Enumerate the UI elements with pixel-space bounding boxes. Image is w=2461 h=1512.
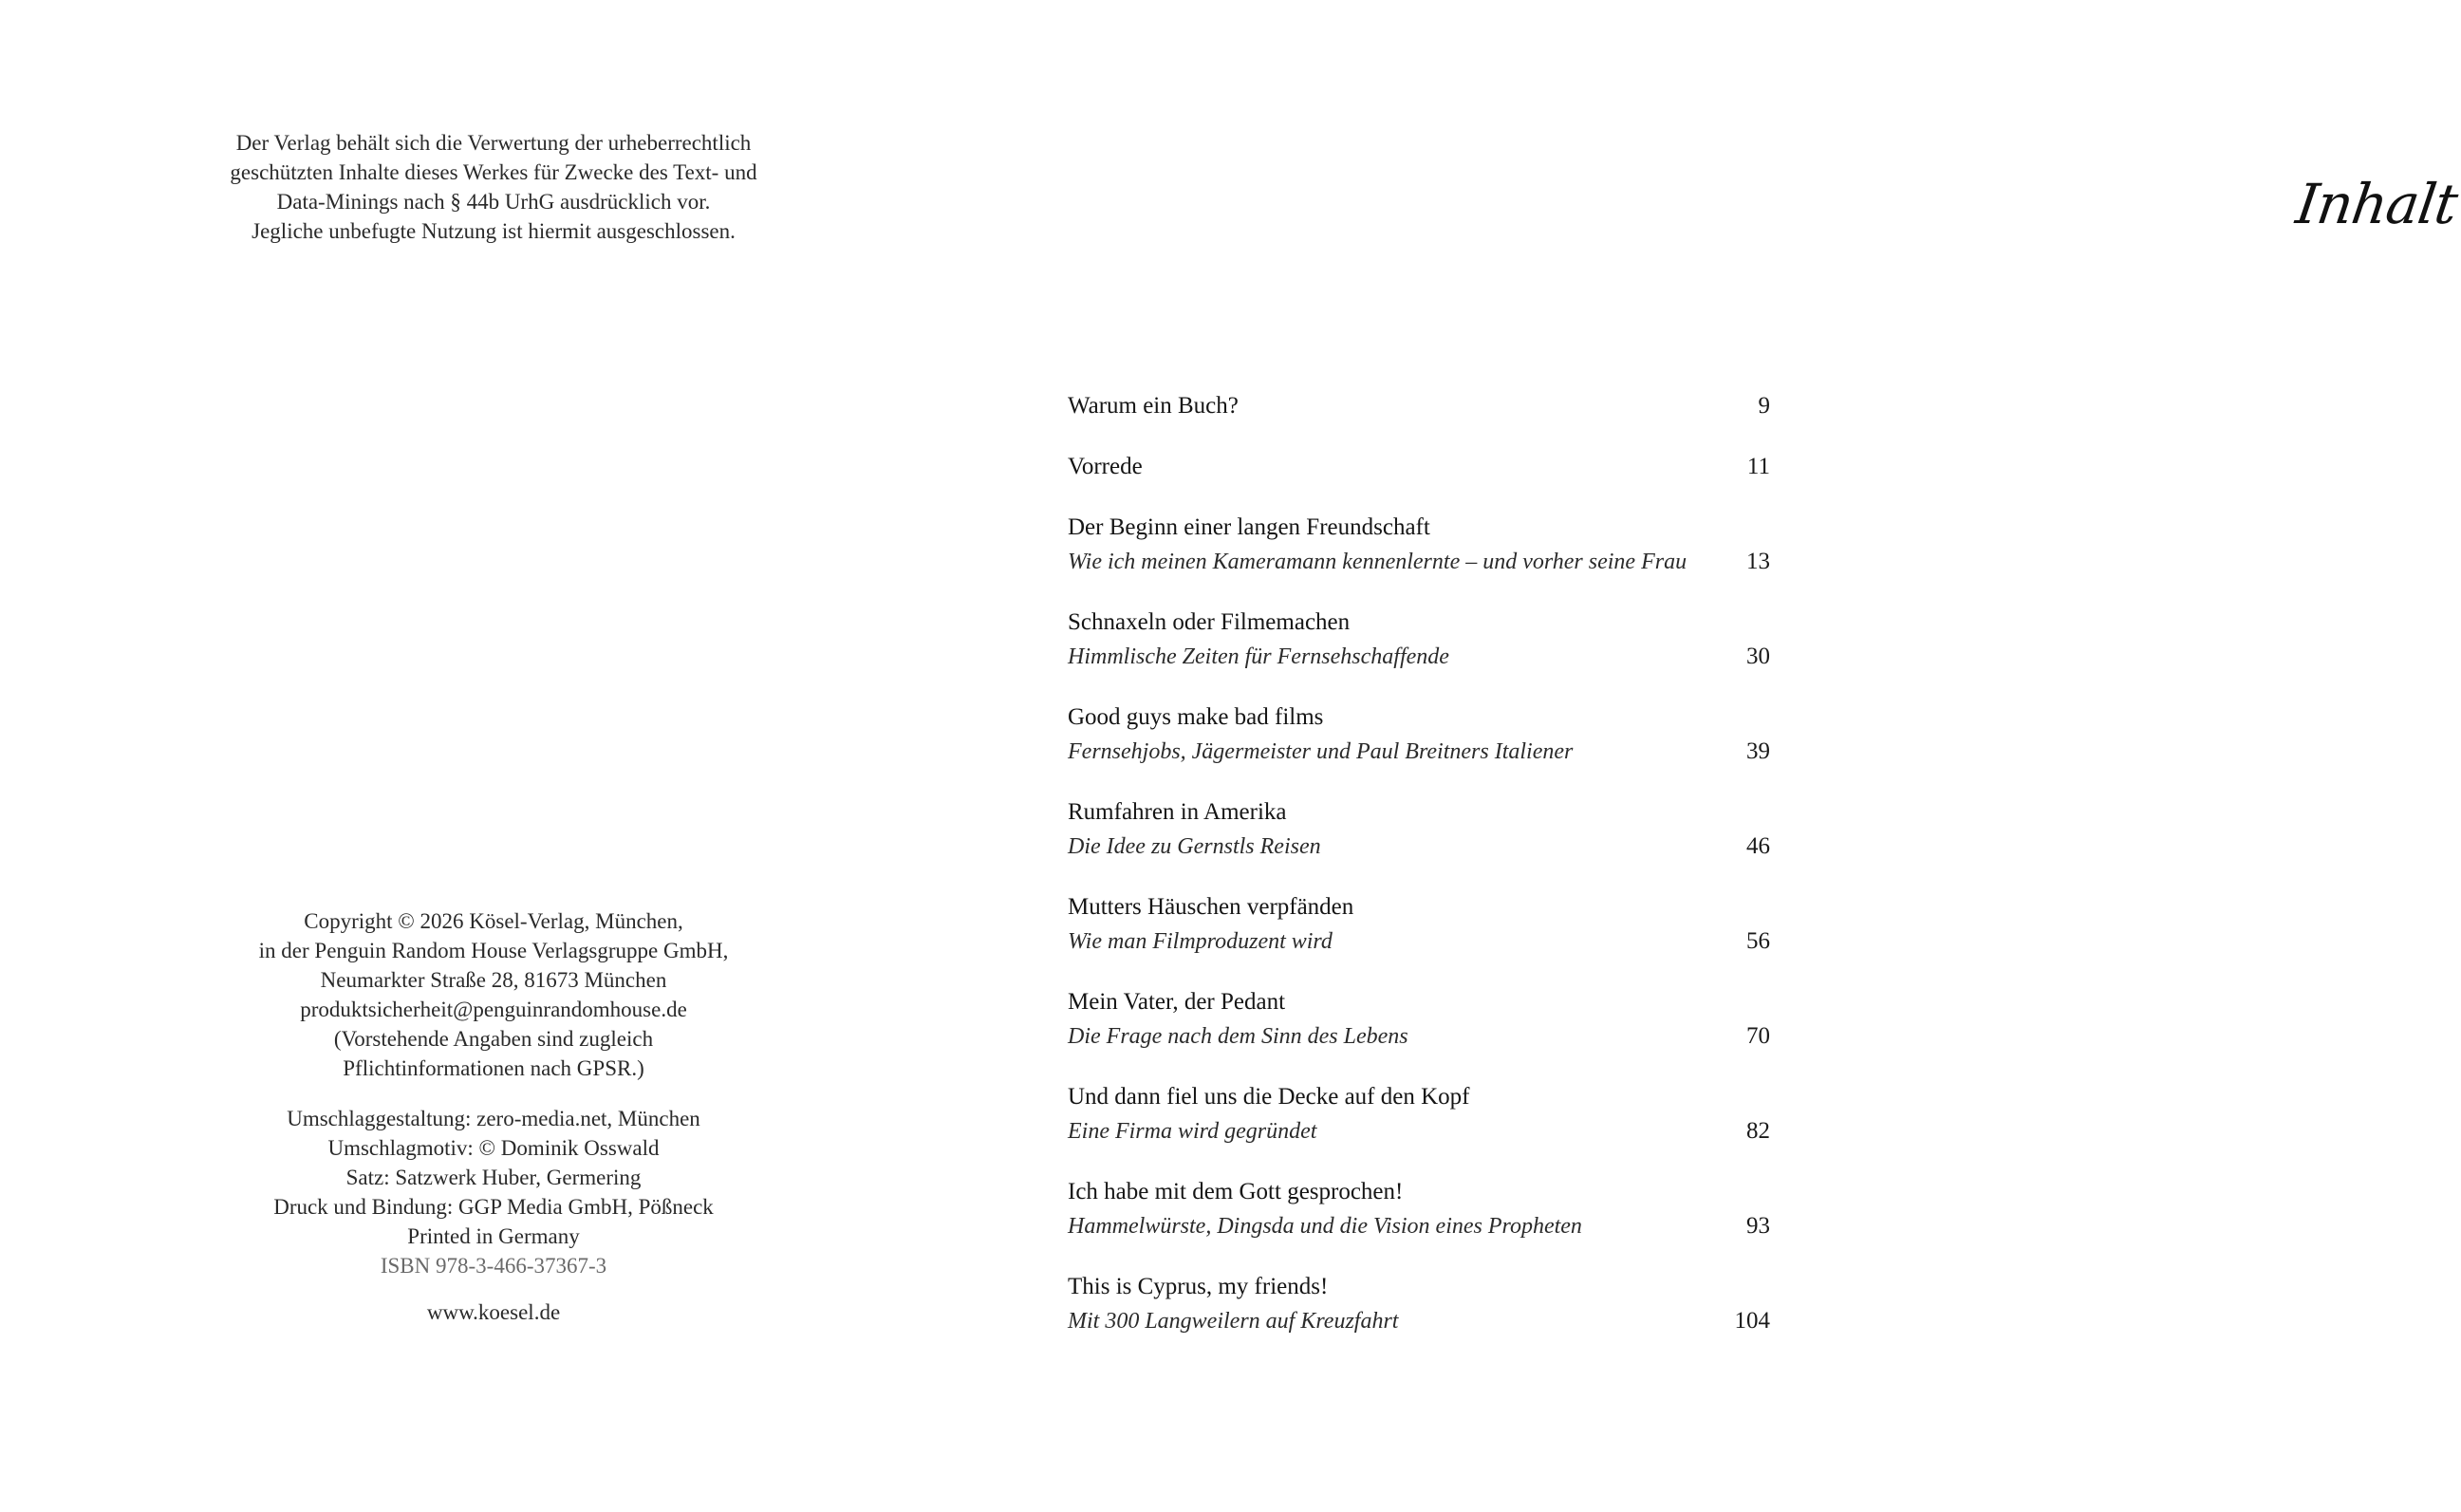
entry-page-number: 30 (1746, 644, 1770, 669)
entry-title: Und dann fiel uns die Decke auf den Kopf (1068, 1084, 1470, 1110)
imprint (218, 906, 769, 1327)
entry-page-number: 104 (1734, 1308, 1770, 1334)
entry-subtitle: Wie ich meinen Kameramann kennenlernte – und vorher seine Frau (1068, 550, 1687, 574)
notice-line: (Vorstehende Angaben sind zugleich (333, 1027, 654, 1051)
entry-page-number: 82 (1746, 1118, 1770, 1144)
entry-page-number: 46 (1746, 833, 1770, 859)
entry-page-number: 56 (1746, 928, 1770, 954)
entry-title: Mutters Häuschen verpfänden (1068, 894, 1354, 920)
legal-line: Jegliche unbefugte Nutzung ist hiermit ausgeschlossen. (252, 219, 736, 243)
entry-page-number: 70 (1746, 1023, 1770, 1049)
isbn-line: ISBN 978-3-466-37367-3 (380, 1254, 607, 1278)
entry-title: Ich habe mit dem Gott gesprochen! (1068, 1179, 1404, 1204)
entry-title: Rumfahren in Amerika (1068, 799, 1287, 825)
entry-subtitle: Die Idee zu Gernstls Reisen (1068, 834, 1321, 859)
entry-subtitle: Eine Firma wird gegründet (1068, 1119, 1317, 1144)
entry-page-number: 9 (1758, 393, 1770, 419)
entry-title: Schnaxeln oder Filmemachen (1068, 609, 1351, 635)
toc-entry (1068, 511, 1770, 606)
toc-entry (1068, 795, 1770, 890)
credit-line: Druck und Bindung: GGP Media GmbH, Pößneck (273, 1195, 714, 1219)
table-of-contents (1068, 389, 1770, 1365)
email-line: produktsicherheit@penguinrandomhouse.de (300, 998, 687, 1021)
entry-title: Good guys make bad films (1068, 704, 1324, 730)
address-line: Neumarkter Straße 28, 81673 München (320, 968, 667, 992)
entry-title: Der Beginn einer langen Freundschaft (1068, 514, 1430, 540)
website-line: www.koesel.de (426, 1300, 561, 1324)
credit-line: Umschlagmotiv: © Dominik Osswald (327, 1136, 660, 1160)
entry-page-number: 93 (1746, 1213, 1770, 1239)
notice-line: Pflichtinformationen nach GPSR.) (343, 1056, 644, 1080)
legal-line: Data-Minings nach § 44b UrhG ausdrücklich vor. (276, 190, 711, 214)
entry-page-number: 13 (1746, 549, 1770, 574)
entry-subtitle: Himmlische Zeiten für Fernsehschaffende (1068, 644, 1449, 669)
legal-line: geschützten Inhalte dieses Werkes für Zwecke des Text- und (230, 160, 757, 184)
credit-line: Printed in Germany (407, 1224, 580, 1248)
toc-entry (1068, 1270, 1770, 1365)
entry-page-number: 39 (1746, 738, 1770, 764)
entry-subtitle: Fernsehjobs, Jägermeister und Paul Breitners Italiener (1068, 739, 1574, 764)
publisher-line: in der Penguin Random House Verlagsgruppe GmbH, (258, 939, 729, 962)
entry-page-number: 11 (1746, 454, 1770, 479)
toc-entry (1068, 985, 1770, 1080)
toc-entry (1068, 389, 1770, 450)
credit-line: Umschlaggestaltung: zero-media.net, München (287, 1107, 700, 1130)
entry-subtitle: Hammelwürste, Dingsda und die Vision eines Propheten (1068, 1214, 1582, 1239)
entry-title: Mein Vater, der Pedant (1068, 989, 1286, 1015)
entry-title: Warum ein Buch? (1068, 393, 1239, 419)
entry-subtitle: Wie man Filmproduzent wird (1068, 929, 1333, 954)
toc-entry (1068, 450, 1770, 511)
entry-title: Vorrede (1068, 454, 1143, 479)
toc-entry (1068, 890, 1770, 985)
legal-line: Der Verlag behält sich die Verwertung der urheberrechtlich (235, 131, 752, 155)
copyright-line: Copyright © 2026 Kösel-Verlag, München, (304, 909, 683, 933)
entry-subtitle: Mit 300 Langweilern auf Kreuzfahrt (1068, 1309, 1399, 1334)
toc-entry (1068, 1175, 1770, 1270)
legal-notice (218, 128, 769, 246)
toc-entry (1068, 606, 1770, 700)
entry-subtitle: Die Frage nach dem Sinn des Lebens (1068, 1024, 1408, 1049)
toc-title: Inhalt (2292, 172, 2461, 236)
entry-title: This is Cyprus, my friends! (1068, 1274, 1329, 1299)
credit-line: Satz: Satzwerk Huber, Germering (345, 1166, 642, 1189)
left-page (0, 0, 949, 1512)
toc-entry (1068, 700, 1770, 795)
toc-entry (1068, 1080, 1770, 1175)
